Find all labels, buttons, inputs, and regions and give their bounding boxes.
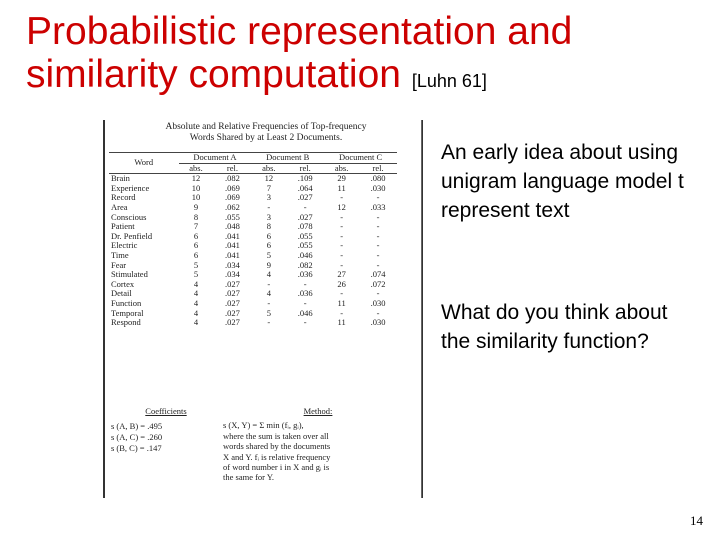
value-cell: -: [376, 211, 380, 222]
value-cell: 4: [193, 278, 199, 289]
value-cell: .033: [370, 201, 386, 212]
value-cell: .034: [224, 259, 240, 270]
value-cell: -: [376, 240, 380, 251]
word-cell: Function: [111, 297, 142, 308]
value-cell: .030: [370, 297, 386, 308]
value-cell: .078: [297, 221, 313, 232]
method-line: of word number i in X and gᵢ is: [223, 462, 330, 473]
method-block: [223, 406, 413, 483]
word-cell: Record: [111, 192, 136, 203]
bullet-1-line: unigram language model t: [441, 170, 684, 193]
coefficient-line: s (A, C) = .260: [111, 432, 163, 442]
coefficient-line: s (B, C) = .147: [111, 443, 162, 453]
value-cell: 8: [266, 221, 271, 232]
value-cell: -: [376, 249, 380, 260]
value-cell: 9: [193, 201, 199, 212]
value-cell: -: [303, 201, 307, 212]
method-line: X and Y. fᵢ is relative frequency: [223, 451, 331, 462]
value-cell: .041: [224, 249, 240, 260]
coefficients-block: [111, 406, 221, 454]
value-cell: .055: [297, 240, 313, 251]
value-cell: 10: [191, 182, 201, 193]
value-cell: 4: [266, 288, 271, 299]
value-cell: -: [376, 192, 380, 203]
value-cell: -: [303, 278, 307, 289]
table-row: [109, 174, 397, 184]
method-line: s (X, Y) = Σ min (fᵢ, gᵢ),: [223, 420, 304, 431]
word-cell: Dr. Penfield: [111, 230, 153, 241]
value-cell: .082: [297, 259, 313, 270]
word-cell: Cortex: [111, 278, 135, 289]
bullet-2-line: What do you think about: [441, 301, 668, 324]
vertical-divider: [421, 120, 422, 498]
value-cell: -: [376, 307, 380, 318]
value-cell: .027: [224, 278, 240, 289]
value-cell: -: [376, 259, 380, 270]
value-cell: .027: [224, 307, 240, 318]
word-cell: Electric: [111, 240, 138, 251]
value-cell: -: [340, 192, 344, 203]
value-cell: .027: [224, 288, 240, 299]
value-cell: 6: [266, 230, 271, 241]
coefficient-line: s (A, B) = .495: [111, 421, 163, 431]
table-row: [109, 289, 397, 299]
value-cell: -: [340, 230, 344, 241]
value-cell: 4: [193, 307, 199, 318]
value-cell: 11: [337, 297, 346, 308]
value-cell: 3: [266, 192, 271, 203]
col-doc-c: Document C: [324, 153, 397, 164]
value-cell: -: [267, 297, 271, 308]
value-cell: .046: [297, 249, 313, 260]
value-cell: .109: [297, 173, 313, 184]
table-row: [109, 241, 397, 251]
table-row: [109, 261, 397, 271]
scan-left-edge: [103, 120, 105, 498]
scanned-frequency-table: [103, 120, 423, 498]
value-cell: .036: [297, 269, 313, 280]
value-cell: 7: [193, 221, 199, 232]
coefficients-header: Coefficients: [145, 406, 187, 416]
value-cell: 11: [337, 317, 346, 328]
col-abs: abs.: [179, 163, 214, 174]
method-line: where the sum is taken over all: [223, 430, 329, 441]
value-cell: .036: [297, 288, 313, 299]
value-cell: 6: [193, 249, 199, 260]
col-abs: abs.: [324, 163, 359, 174]
value-cell: 5: [193, 269, 199, 280]
value-cell: .034: [224, 269, 240, 280]
value-cell: 8: [193, 211, 199, 222]
table-row: [109, 232, 397, 242]
value-cell: .082: [224, 173, 240, 184]
value-cell: -: [376, 230, 380, 241]
value-cell: 4: [193, 317, 199, 328]
value-cell: 4: [193, 297, 199, 308]
caption-line-2: Words Shared by at Least 2 Documents.: [189, 133, 343, 143]
citation: [Luhn 61]: [411, 71, 487, 91]
title-line-1: Probabilistic representation and: [26, 10, 573, 53]
value-cell: 5: [266, 307, 271, 318]
value-cell: -: [340, 240, 344, 251]
value-cell: -: [340, 259, 344, 270]
value-cell: .027: [224, 297, 240, 308]
value-cell: .048: [224, 221, 240, 232]
word-cell: Time: [111, 249, 129, 260]
value-cell: 4: [193, 288, 199, 299]
value-cell: -: [267, 201, 271, 212]
col-rel: rel.: [286, 163, 324, 174]
bullet-2-line: the similarity function?: [441, 330, 649, 353]
table-caption: [121, 122, 411, 144]
value-cell: .055: [297, 230, 313, 241]
value-cell: 12: [264, 173, 274, 184]
value-cell: 12: [191, 173, 201, 184]
value-cell: .069: [224, 192, 240, 203]
value-cell: -: [303, 317, 307, 328]
page-number: 14: [690, 513, 703, 528]
value-cell: 5: [193, 259, 199, 270]
value-cell: .027: [224, 317, 240, 328]
value-cell: -: [340, 288, 344, 299]
bullet-1-line: represent text: [441, 199, 570, 222]
value-cell: .062: [224, 201, 240, 212]
col-word: Word: [109, 153, 179, 174]
value-cell: 6: [193, 230, 199, 241]
value-cell: -: [303, 297, 307, 308]
value-cell: -: [267, 317, 271, 328]
table-row: [109, 309, 397, 319]
value-cell: .046: [297, 307, 313, 318]
value-cell: 10: [191, 192, 201, 203]
value-cell: -: [340, 249, 344, 260]
method-line: the same for Y.: [223, 472, 274, 483]
value-cell: .080: [370, 173, 386, 184]
value-cell: 27: [337, 269, 346, 280]
value-cell: .064: [297, 182, 313, 193]
bullet-text-2: [441, 298, 720, 356]
value-cell: 11: [337, 182, 346, 193]
value-cell: -: [376, 288, 380, 299]
slide-title: [26, 10, 716, 103]
method-line: words shared by the documents: [223, 441, 331, 452]
value-cell: .072: [370, 278, 386, 289]
title-line-2: similarity computation: [26, 53, 401, 96]
value-cell: .069: [224, 182, 240, 193]
value-cell: -: [376, 221, 380, 232]
table-row: [109, 318, 397, 328]
table-row: [109, 184, 397, 194]
word-cell: Stimulated: [111, 269, 148, 280]
table-row: [109, 193, 397, 203]
table-row: [109, 280, 397, 290]
table-row: [109, 222, 397, 232]
value-cell: -: [267, 278, 271, 289]
table-row: [109, 299, 397, 309]
col-rel: rel.: [214, 163, 252, 174]
table-row: [109, 203, 397, 213]
word-cell: Experience: [111, 182, 150, 193]
caption-line-1: Absolute and Relative Frequencies of Top-frequency: [165, 122, 367, 132]
table-row: [109, 270, 397, 280]
value-cell: .027: [297, 192, 313, 203]
method-header: Method:: [303, 406, 333, 416]
col-doc-b: Document B: [251, 153, 324, 164]
col-doc-a: Document A: [179, 153, 252, 164]
value-cell: 4: [266, 269, 271, 280]
col-rel: rel.: [359, 163, 397, 174]
value-cell: -: [340, 221, 344, 232]
word-cell: Area: [111, 201, 128, 212]
value-cell: .055: [224, 211, 240, 222]
value-cell: -: [340, 211, 344, 222]
value-cell: .041: [224, 240, 240, 251]
word-cell: Patient: [111, 221, 135, 232]
table-row: [109, 251, 397, 261]
table-body: [109, 174, 397, 328]
value-cell: 6: [266, 240, 271, 251]
value-cell: 26: [337, 278, 346, 289]
word-cell: Temporal: [111, 307, 144, 318]
value-cell: 3: [266, 211, 271, 222]
word-cell: Detail: [111, 288, 132, 299]
table-row: [109, 213, 397, 223]
word-cell: Brain: [111, 173, 130, 184]
word-cell: Conscious: [111, 211, 147, 222]
value-cell: .041: [224, 230, 240, 241]
value-cell: .074: [370, 269, 386, 280]
bullet-1-line: An early idea about using: [441, 141, 678, 164]
value-cell: -: [340, 307, 344, 318]
bullet-text-1: [441, 138, 720, 225]
value-cell: 29: [337, 173, 346, 184]
value-cell: 12: [337, 201, 346, 212]
value-cell: 5: [266, 249, 271, 260]
value-cell: .030: [370, 317, 386, 328]
frequency-table: [109, 152, 397, 328]
value-cell: .027: [297, 211, 313, 222]
col-abs: abs.: [251, 163, 286, 174]
value-cell: 7: [266, 182, 271, 193]
word-cell: Respond: [111, 317, 141, 328]
word-cell: Fear: [111, 259, 127, 270]
value-cell: .030: [370, 182, 386, 193]
value-cell: 6: [193, 240, 199, 251]
value-cell: 9: [266, 259, 271, 270]
